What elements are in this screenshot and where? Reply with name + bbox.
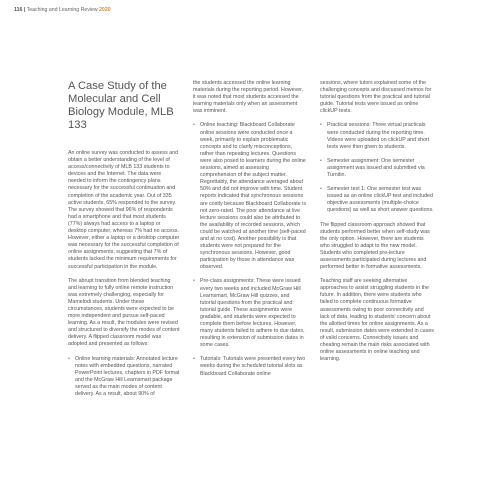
paragraph: The abrupt transition from blended teaching and learning to fully online remote instruction was extremely challenging, especially for Mamelodi students. Under these circumstances, students were expected to be more independent and pursue self-paced learning. As a result, the modules were revised and structured to diversify the modes of content delivery. A flipped classroom model was adopted and presented as follows: — [68, 277, 180, 348]
paragraph: the students accessed the online learning materials during the reporting period. However, it was noted that most students accessed the learning materials only when an assessment was imminent. — [193, 80, 304, 115]
running-header — [14, 7, 111, 13]
list-item: • Practical sessions: Three virtual practicals were conducted during the reporting time. Videos were uploaded on clickUP and short tests were then given to students. — [320, 122, 434, 150]
page-number: 116 — [14, 7, 23, 13]
list-item: • Semester assignment: One semester assignment was issued and submitted via Turnitin. — [320, 158, 434, 179]
paragraph: The flipped classroom approach showed that students performed better when self-study was the only option. However, there are students who struggled to adapt to the new model. Students who completed pre-lecture assessments participated during lectures and performed better in formative assessments. — [320, 221, 430, 271]
column-2 — [193, 80, 306, 385]
header-separator: | — [23, 7, 26, 13]
column-1 — [68, 80, 180, 405]
bullet-list — [193, 122, 306, 377]
bullet-list — [68, 356, 180, 399]
list-item: • Semester test 1: One semester test was issued as an online clickUP test and included objective assessments (multiple-choice questions) as well as short answer questions. — [320, 186, 434, 214]
paragraph: sessions, where tutors explained some of the challenging concepts and discussed memos for tutorial questions from the practical and tutorial guide. Tutorial tests were issued as online clickUP tests. — [320, 80, 432, 115]
publication-year: 2020 — [99, 7, 111, 13]
bullet-list — [320, 122, 434, 214]
list-item: • Pre-class assignments: These were issued every two weeks and included McGraw Hill Learnsmart, McGraw Hill quizzes, and tutorial questions from the practical and tutorial guide. These assignments were gradable, and students were expected to complete them before lectures. However, many students failed to adhere to due dates, resulting in extension of submission dates in some cases. — [193, 278, 306, 349]
paragraph: Teaching staff are seeking alternative approaches to assist struggling students in the future. In addition, there were students who failed to complete continuous formative assessments owing to poor connectivity and lack of data, leading to students' concern about the allotted times for online assignments. As a result, submission dates were extended in cases of valid concerns. Connectivity issues and cheating remain the main risks associated with online assessments in online teaching and learning. — [320, 278, 434, 363]
list-item: • Online teaching: Blackboard Collaborate online sessions were conducted once a week, primarily to explain problematic concepts and to clarify misconceptions, rather than repeating lectures. Questions were also posed to learners during the online sessions, aimed at assessing comprehension of the subject matter. Regrettably, the attendance averaged about 50% and did not improve with time. Student reports indicated that synchronous sessions are costly because Blackboard Collaborate is not zero-rated. The poor attendance at live lecture sessions could also be attributed to the availability of recorded sessions, which could be watched at another time (self-paced and at no cost). Another possibility is that students were not prepared for the synchronous sessions. However, good participation by those in attendance was observed. — [193, 122, 306, 271]
publication-title: Teaching and Learning Review — [26, 7, 98, 13]
column-3 — [320, 80, 434, 370]
list-item: • Tutorials: Tutorials were presented every two weeks during the scheduled tutorial slots as Blackboard Collaborate online — [193, 356, 306, 377]
list-item: • Online learning materials: Annotated lecture notes with embedded questions, narrated PowerPoint lectures, chapters in PDF format and the McGraw Hill Learnsmart package served as the main modes of content delivery. As a result, about 90% of — [68, 356, 180, 399]
article-title: A Case Study of the Molecular and Cell Biology Module, MLB 133 — [68, 80, 174, 131]
paragraph: An online survey was conducted to assess and obtain a better understanding of the level of access/connectivity of MLB 133 students to devices and the Internet. The data were needed to inform the contingency plans necessary for the successful continuation and completion of the academic year. Out of 335 active students, 65% responded to the survey. The survey showed that 96% of respondents had a smartphone and that most students (77%) always had access to a laptop or desktop computer, whereas 7% had no access. However, either a laptop or a desktop computer was necessary for the successful completion of online assignments, suggesting that 7% of students lacked the minimum requirements for successful participation in the module. — [68, 150, 180, 270]
